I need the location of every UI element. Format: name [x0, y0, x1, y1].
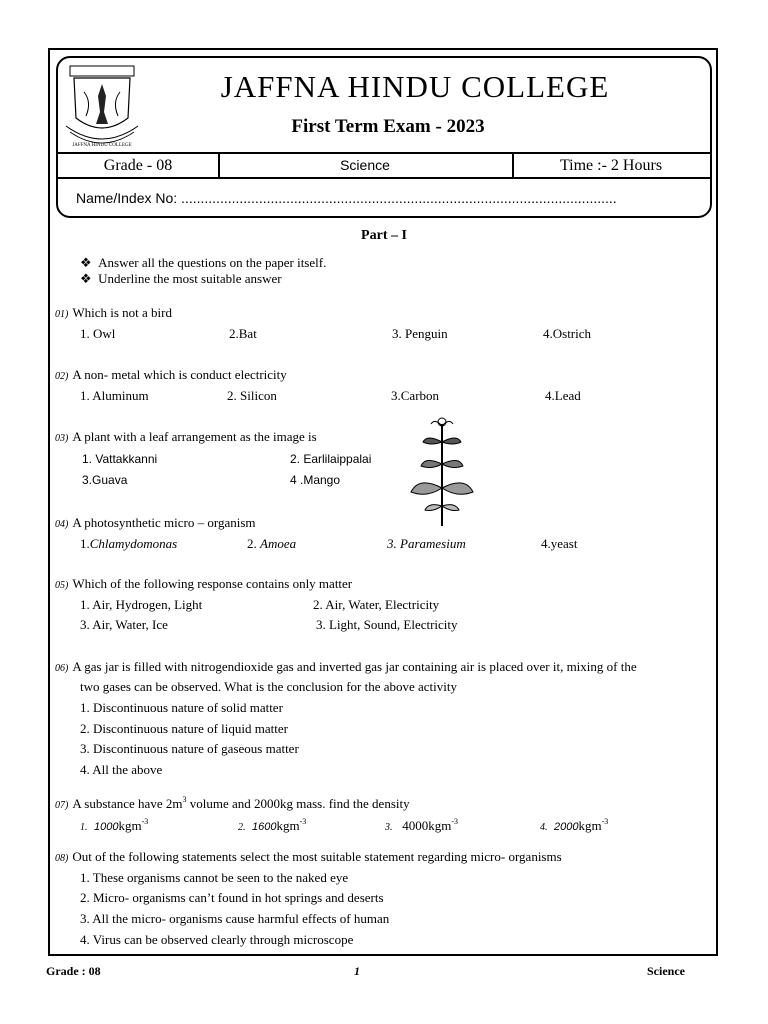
college-name: JAFFNA HINDU COLLEGE: [220, 69, 610, 104]
name-index-field[interactable]: Name/Index No: ................................................................................................................: [76, 190, 617, 206]
bullet-icon: ❖: [80, 271, 92, 286]
page-number: 1: [354, 964, 360, 978]
option[interactable]: 2. Earlilaippalai: [290, 452, 372, 466]
option[interactable]: 3. Penguin: [392, 326, 448, 341]
grade-cell: Grade - 08: [58, 154, 220, 177]
option[interactable]: 2. 1600kgm$^{-3}$: [238, 817, 307, 833]
option[interactable]: 1. Discontinuous nature of solid matter: [80, 700, 283, 715]
option[interactable]: 4.yeast: [541, 536, 578, 551]
option[interactable]: 3. Paramesium: [387, 536, 466, 551]
option[interactable]: 3. Air, Water, Ice: [80, 617, 168, 632]
option[interactable]: 1. Owl: [80, 326, 116, 341]
option[interactable]: 4.Lead: [545, 388, 581, 403]
question-4: 04) A photosynthetic micro – organism: [55, 515, 256, 530]
footer-grade: Grade : 08: [46, 964, 101, 978]
question-2: 02) A non- metal which is conduct electricity: [55, 367, 287, 382]
plant-leaf-arrangement-image: [405, 414, 479, 528]
option[interactable]: 1. Air, Hydrogen, Light: [80, 597, 203, 612]
question-1: 01) Which is not a bird: [55, 305, 172, 320]
svg-text:JAFFNA HINDU COLLEGE: JAFFNA HINDU COLLEGE: [72, 143, 132, 148]
subject-cell: Science: [218, 154, 514, 177]
option[interactable]: 3.Guava: [82, 473, 128, 487]
option[interactable]: 2. Amoea: [247, 536, 297, 551]
option[interactable]: 2. Micro- organisms can’t found in hot springs and deserts: [80, 890, 384, 905]
option[interactable]: 2. Silicon: [227, 388, 277, 403]
college-crest-logo: [62, 62, 142, 150]
option[interactable]: 3. Discontinuous nature of gaseous matter: [80, 741, 299, 756]
option[interactable]: 2. Discontinuous nature of liquid matter: [80, 721, 288, 736]
question-6-continued: two gases can be observed. What is the conclusion for the above activity: [80, 679, 458, 694]
question-5: 05) Which of the following response contains only matter: [55, 576, 353, 591]
option[interactable]: 3.Carbon: [391, 388, 440, 403]
option[interactable]: 4 .Mango: [290, 473, 341, 487]
option[interactable]: 4. All the above: [80, 762, 163, 777]
instruction-item: ❖ Answer all the questions on the paper itself.: [80, 255, 327, 270]
option[interactable]: 4. 2000kgm$^{-3}$: [540, 817, 609, 833]
exam-meta-row: [58, 152, 710, 179]
option[interactable]: 1.Chlamydomonas: [80, 536, 178, 551]
option[interactable]: 2.Bat: [229, 326, 257, 341]
question-7: 07) A substance have $2m^3$ volume and 2000kg mass. find the density: [55, 795, 410, 811]
option[interactable]: 1. 1000kgm$^{-3}$: [80, 817, 149, 833]
footer-subject: Science: [647, 964, 685, 978]
option[interactable]: 1. Vattakkanni: [82, 452, 158, 466]
instruction-item: ❖ Underline the most suitable answer: [80, 271, 282, 286]
question-3: 03) A plant with a leaf arrangement as the image is: [55, 429, 317, 444]
bullet-icon: ❖: [80, 255, 92, 270]
option[interactable]: 3. 4000kgm$^{-3}$: [385, 817, 459, 833]
option[interactable]: 4.Ostrich: [543, 326, 592, 341]
option[interactable]: 1. These organisms cannot be seen to the naked eye: [80, 870, 349, 885]
option[interactable]: 4. Virus can be observed clearly through microscope: [80, 932, 354, 947]
part-heading: Part – I: [361, 228, 407, 243]
option[interactable]: 3. Light, Sound, Electricity: [316, 617, 458, 632]
time-cell: Time :- 2 Hours: [559, 157, 663, 174]
exam-title: First Term Exam - 2023: [291, 116, 485, 137]
option[interactable]: 3. All the micro- organisms cause harmful effects of human: [80, 911, 390, 926]
option[interactable]: 1. Aluminum: [80, 388, 149, 403]
option[interactable]: 2. Air, Water, Electricity: [313, 597, 440, 612]
question-6: 06) A gas jar is filled with nitrogendioxide gas and inverted gas jar containing air is placed over it, mixing of the: [55, 659, 637, 674]
question-8: 08) Out of the following statements select the most suitable statement regarding micro- organisms: [55, 849, 562, 864]
